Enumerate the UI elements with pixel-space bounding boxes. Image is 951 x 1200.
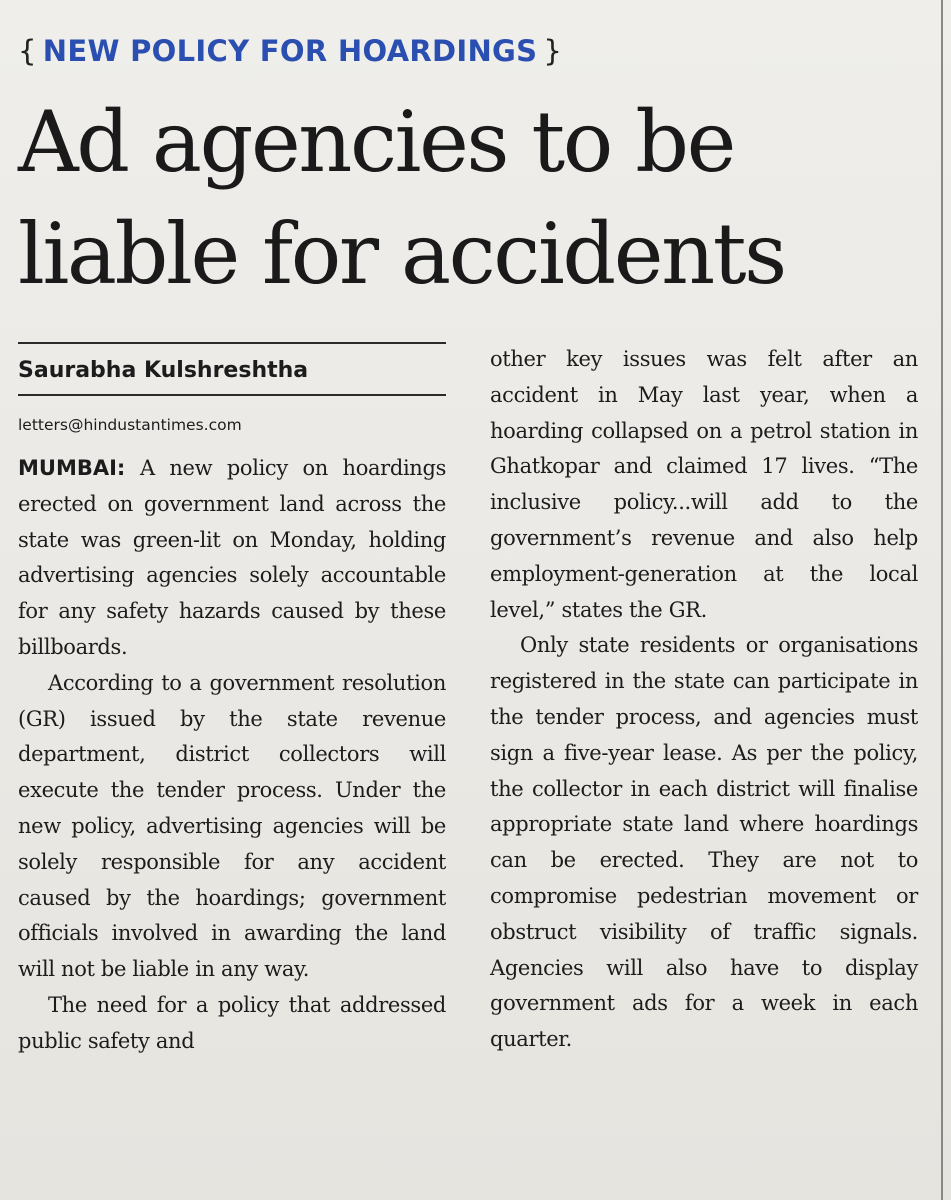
kicker-close-brace: } xyxy=(543,34,563,68)
dateline: MUMBAI: xyxy=(18,456,126,480)
kicker-open-brace: { xyxy=(18,34,37,68)
article-body-left xyxy=(18,451,446,1060)
headline-line-1: Ad agencies to be xyxy=(18,93,734,191)
kicker-text: NEW POLICY FOR HOARDINGS xyxy=(42,34,538,68)
byline-author: Saurabha Kulshreshtha xyxy=(18,358,309,383)
byline-email: letters@hindustantimes.com xyxy=(18,416,242,434)
article-column-right xyxy=(490,342,918,1058)
headline xyxy=(18,86,898,310)
article-column-left xyxy=(18,342,446,1060)
headline-line-2: liable for accidents xyxy=(18,205,785,303)
byline-bottom-rule xyxy=(18,394,446,396)
section-kicker xyxy=(18,34,562,68)
paragraph-1 xyxy=(18,451,446,666)
paragraph-4: Only state residents or organisations registered in the state can participate in the tender process, and agencies must sign a five-year lease. As per the policy, the collector in each district will finalise appropriate state land where hoardings can be erected. They are not to compromise pedestrian movement or obstruct visibility of traffic signals. Agencies will also have to display government ads for a week in each quarter. xyxy=(490,633,918,1052)
paragraph-2: According to a government resolution (GR) issued by the state revenue department, district collectors will execute the tender process. Under the new policy, advertising agencies will be solely responsible for any accident caused by the hoardings; government officials involved in awarding the land will not be liable in any way. xyxy=(18,670,446,982)
paragraph-3-continued: other key issues was felt after an accident in May last year, when a hoarding collapsed on a petrol station in Ghatkopar and claimed 17 lives. “The inclusive policy...will add to the government’s revenue and also help employment-generation at the local level,” states the GR. xyxy=(490,347,918,622)
article-body-right xyxy=(490,342,918,1058)
paragraph-1-text: A new policy on hoardings erected on government land across the state was green-lit on Monday, holding advertising agencies solely accountable for any safety hazards caused by these billboards. xyxy=(18,456,446,659)
byline-top-rule xyxy=(18,342,446,344)
column-edge-rule xyxy=(941,0,943,1200)
paragraph-3: The need for a policy that addressed public safety and xyxy=(18,992,446,1053)
